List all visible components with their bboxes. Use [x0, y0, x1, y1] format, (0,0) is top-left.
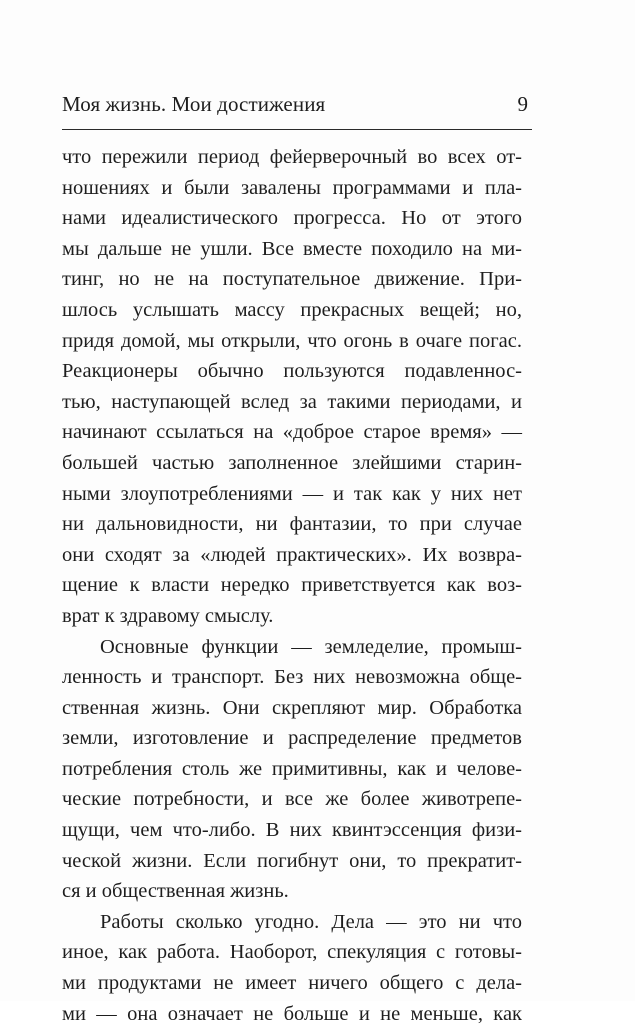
running-title: Моя жизнь. Мои достижения [62, 92, 326, 116]
text-line: ческой жизни. Если погибнут они, то прекратит- [62, 849, 522, 872]
text-line: врат к здравому смыслу. [62, 604, 274, 627]
text-line: щущи, чем что-либо. В них квинтэссенция физи- [62, 819, 522, 842]
text-line: придя домой, мы открыли, что огонь в очаге погас. [62, 329, 522, 352]
text-line: иное, как работа. Наоборот, спекуляция с готовы- [62, 941, 522, 964]
text-line: ными злоупотреблениями — и так как у них нет [62, 482, 522, 505]
text-line: мы дальше не ушли. Все вместе походило на ми- [62, 237, 522, 260]
text-line: ми — она означает не больше и не меньше, как [62, 1002, 522, 1025]
body-text [62, 142, 522, 1029]
text-line: тью, наступающей вслед за такими периодами, и [62, 390, 522, 413]
text-line: Реакционеры обычно пользуются подавленнос- [62, 360, 522, 383]
page-number: 9 [517, 92, 528, 116]
text-line: ческие потребности, и все же более животрепе- [62, 788, 522, 811]
text-line: тинг, но не на поступательное движение. При- [62, 268, 522, 291]
text-line: Работы сколько угодно. Дела — это ни что [100, 910, 522, 933]
text-line: ленность и транспорт. Без них невозможна обще- [62, 666, 522, 689]
text-line: ни дальновидности, ни фантазии, то при случае [62, 513, 522, 536]
text-line: ственная жизнь. Они скрепляют мир. Обработка [62, 696, 522, 719]
text-line: нами идеалистического прогресса. Но от этого [62, 207, 522, 230]
text-line: потребления столь же примитивны, как и челове- [62, 757, 522, 780]
text-line: большей частью заполненное злейшими старин- [62, 451, 522, 474]
running-header [62, 90, 532, 126]
text-line: ся и общественная жизнь. [62, 880, 289, 903]
text-line: земли, изготовление и распределение предметов [62, 727, 522, 750]
text-line: шлось услышать массу прекрасных вещей; но, [62, 298, 522, 321]
text-line: Основные функции — земледелие, промыш- [100, 635, 522, 658]
text-line: что пережили период фейерверочный во всех от- [62, 146, 522, 168]
header-rule [62, 129, 532, 130]
text-line: начинают ссылаться на «доброе старое время» — [62, 421, 522, 444]
text-line: ми продуктами не имеет ничего общего с дела- [62, 972, 522, 995]
text-line: щение к власти нередко приветствуется как воз- [62, 574, 522, 597]
text-line: они сходят за «людей практических». Их возвра- [62, 543, 522, 566]
text-line: ношениях и были завалены программами и пла- [62, 176, 522, 199]
